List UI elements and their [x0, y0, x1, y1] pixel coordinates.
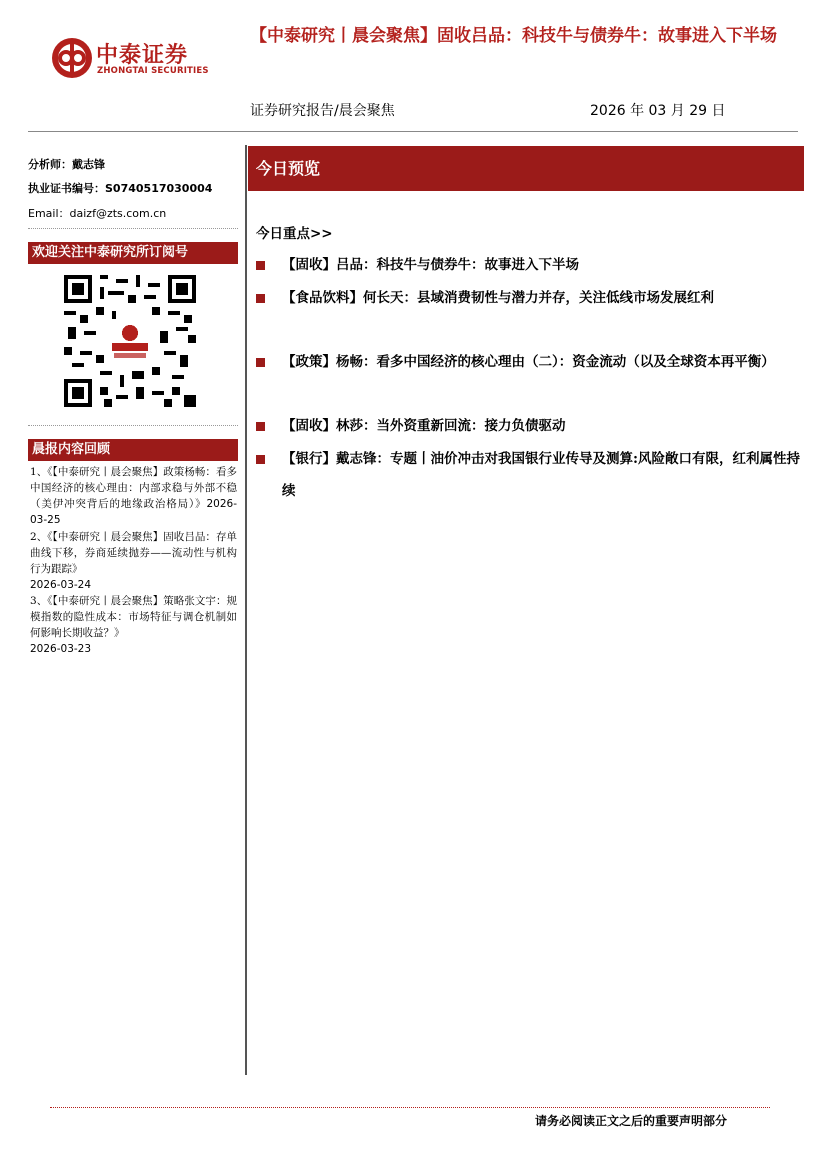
recap-item-date: 2026-03-25	[30, 498, 237, 526]
report-title: 【中泰研究丨晨会聚焦】固收吕品：科技牛与债券牛：故事进入下半场	[250, 26, 777, 46]
recap-item-date: 2026-03-24	[30, 579, 92, 591]
footer-divider	[50, 1107, 770, 1108]
recap-item[interactable]	[30, 464, 237, 528]
license-number: 执业证书编号：S0740517030004	[28, 182, 213, 195]
square-bullet-icon	[256, 294, 265, 303]
list-item-text: 【政策】杨畅：看多中国经济的核心理由（二）：资金流动（以及全球资本再平衡）	[282, 354, 775, 370]
list-item-text: 【食品饮料】何长天：县域消费韧性与潜力并存，关注低线市场发展红利	[282, 290, 714, 306]
footer-disclaimer: 请务必阅读正文之后的重要声明部分	[535, 1114, 728, 1128]
recap-item-text: 3、《【中泰研究丨晨会聚焦】策略张文宇：规模指数的隐性成本：市场特征与调仓机制如何影响长期收益？》	[30, 595, 237, 639]
square-bullet-icon	[256, 455, 265, 464]
list-item[interactable]	[256, 410, 801, 442]
section-title: 今日预览	[248, 146, 804, 191]
follow-banner: 欢迎关注中泰研究所订阅号	[28, 242, 238, 264]
qr-code[interactable]	[64, 275, 196, 407]
logo-text-cn: 中泰证券	[96, 43, 189, 68]
list-item[interactable]	[256, 249, 801, 281]
list-item-text: 【固收】林莎：当外资重新回流：接力负债驱动	[282, 418, 566, 434]
header-divider	[28, 131, 798, 132]
sidebar-divider	[28, 425, 238, 426]
list-item-text: 【银行】戴志锋：专题丨油价冲击对我国银行业传导及测算:风险敞口有限，红利属性持续	[282, 451, 800, 499]
report-type: 证券研究报告/晨会聚焦	[250, 103, 395, 119]
list-item[interactable]	[256, 282, 801, 346]
square-bullet-icon	[256, 422, 265, 431]
focus-label: 今日重点>>	[256, 226, 333, 242]
square-bullet-icon	[256, 261, 265, 270]
recap-item[interactable]	[30, 593, 237, 657]
analyst-name: 分析师：戴志锋	[28, 158, 105, 171]
sidebar-divider	[28, 228, 238, 229]
list-item-text: 【固收】吕品：科技牛与债券牛：故事进入下半场	[282, 257, 579, 273]
report-date: 2026 年 03 月 29 日	[590, 103, 726, 119]
qr-code-icon	[64, 275, 196, 407]
column-divider	[245, 145, 247, 1075]
recap-item-text: 2、《【中泰研究丨晨会聚焦】固收吕品：存单曲线下移，券商延续抛券——流动性与机构行为跟踪》	[30, 531, 237, 575]
recap-item[interactable]	[30, 529, 237, 593]
logo-text-en: ZHONGTAI SECURITIES	[97, 66, 209, 76]
list-item[interactable]	[256, 346, 801, 410]
square-bullet-icon	[256, 358, 265, 367]
recap-banner: 晨报内容回顾	[28, 439, 238, 461]
analyst-email[interactable]: Email：daizf@zts.com.cn	[28, 207, 167, 220]
recap-item-date: 2026-03-23	[30, 643, 92, 655]
list-item[interactable]	[256, 443, 801, 507]
recap-item-text: 1、《【中泰研究丨晨会聚焦】政策杨畅：看多中国经济的核心理由：内部求稳与外部不稳（美伊冲突背后的地缘政治格局）》	[30, 466, 237, 510]
logo-mark-icon	[50, 36, 94, 80]
